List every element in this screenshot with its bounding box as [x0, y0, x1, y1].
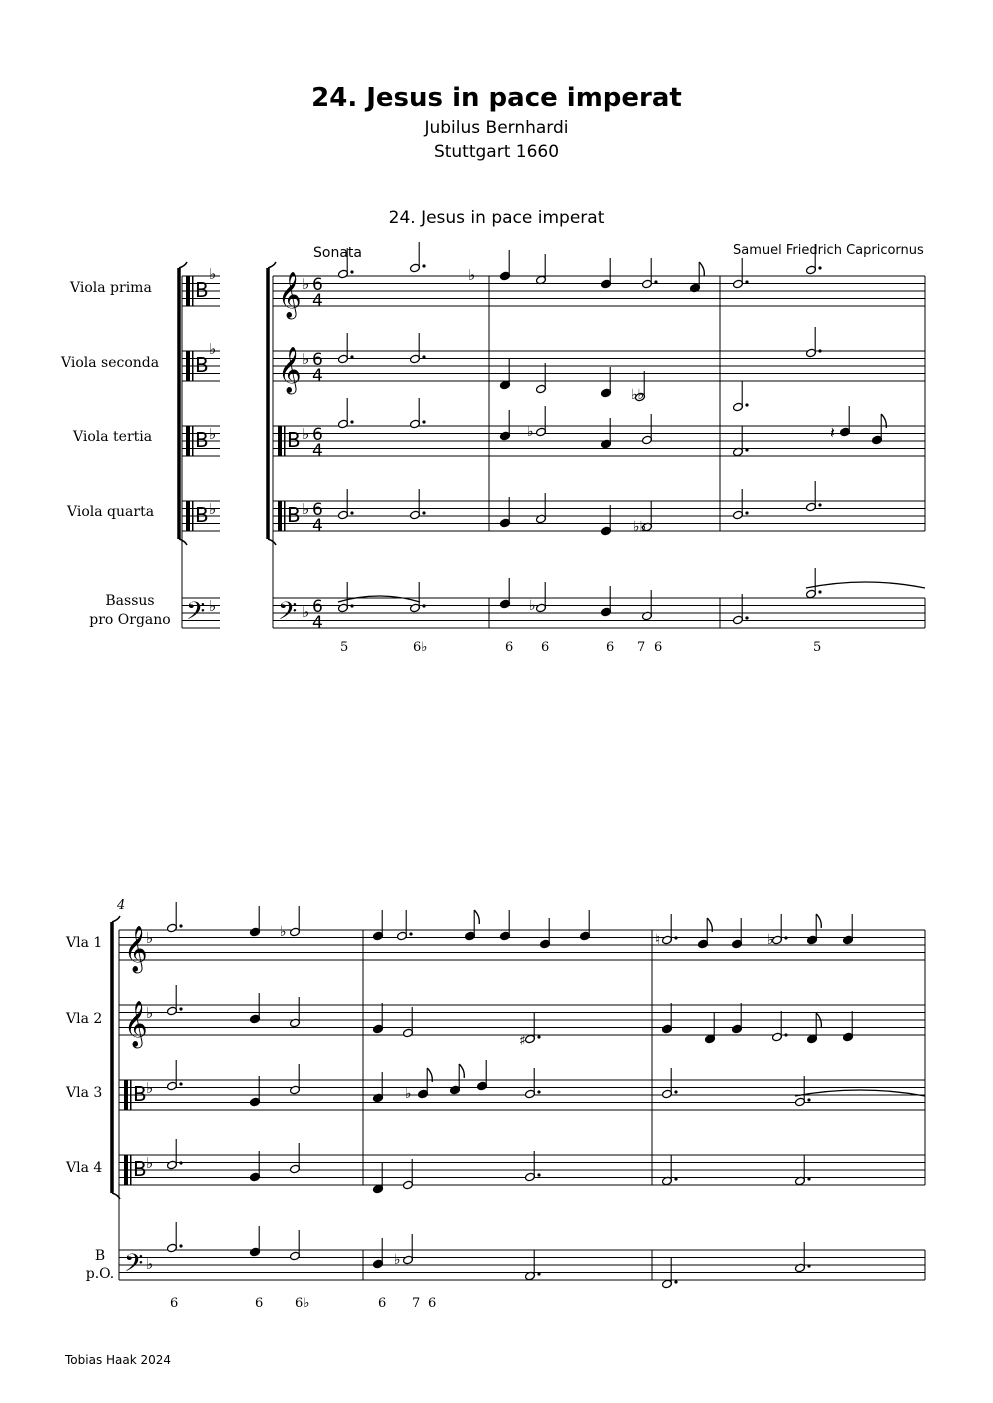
flat-icon: ♭ [527, 424, 534, 440]
alto-clef-icon: B [195, 353, 209, 377]
flat-icon: ♭ [146, 1079, 154, 1097]
flat-icon: ♭ [767, 932, 774, 948]
note-dot [537, 1173, 540, 1176]
treble-clef-icon: 𝄞 [278, 272, 302, 318]
note-dot [179, 1244, 182, 1247]
note-dot [745, 448, 748, 451]
tempo-marking: Sonata [313, 245, 362, 261]
time-signature: 4 [312, 516, 323, 536]
subtitle-source: Jubilus Bernhardi [424, 118, 569, 138]
note-dot [807, 1264, 810, 1267]
time-signature: 4 [312, 291, 323, 311]
note-dot [350, 355, 353, 358]
note-dot [422, 604, 425, 607]
bracket [268, 539, 276, 545]
flat-icon: ♭ [302, 275, 310, 293]
piece-title: 24. Jesus in pace imperat [388, 208, 605, 228]
note-dot [179, 1161, 182, 1164]
tie [338, 596, 420, 602]
alto-clef-icon [124, 1155, 128, 1185]
note-dot [654, 280, 657, 283]
note-dot [179, 1082, 182, 1085]
alto-clef-icon [192, 351, 194, 381]
flat-icon: ♭ [468, 266, 476, 284]
figure-bass: 6 [541, 640, 550, 655]
figure-bass: 6 [378, 1296, 387, 1311]
alto-clef-icon: B [133, 1082, 147, 1106]
alto-clef-icon [130, 1080, 132, 1110]
alto-clef-icon: B [287, 503, 301, 527]
measure-number: 4 [117, 898, 126, 913]
flat-icon: ♭ [302, 350, 310, 368]
rest-icon: 𝄽 [830, 423, 835, 442]
alto-clef-icon [186, 426, 190, 456]
time-signature: 4 [312, 613, 323, 633]
alto-clef-icon [124, 1080, 128, 1110]
figure-bass: 5 [340, 640, 349, 655]
alto-clef-icon: B [195, 428, 209, 452]
figure-bass: 7 [637, 640, 646, 655]
note-dot [807, 1098, 810, 1101]
figure-bass: 6 [170, 1296, 179, 1311]
flat-icon: ♭ [302, 425, 310, 443]
note-dot [537, 1035, 540, 1038]
instrument-b: B [94, 1248, 106, 1264]
figure-bass: 6♭ [413, 640, 428, 655]
flat-icon: ♭ [146, 929, 154, 947]
time-signature: 4 [312, 366, 323, 386]
flat-icon: ♭ [280, 924, 287, 940]
treble-clef-icon: 𝄞 [124, 926, 148, 972]
instrument-vla-1: Vla 1 [66, 935, 103, 951]
instrument-vla-4: Vla 4 [66, 1160, 103, 1176]
figure-bass: 5 [813, 640, 822, 655]
flat-icon: ♭ [394, 1252, 401, 1268]
instrument-viola-quarta: Viola quarta [67, 504, 155, 520]
time-signature: 6 [312, 500, 323, 520]
flat-icon: ♭ [405, 1086, 412, 1102]
instrument-viola-tertia: Viola tertia [73, 429, 153, 445]
note-dot [422, 511, 425, 514]
flat-icon: ♭ [209, 425, 217, 443]
note-dot [179, 924, 182, 927]
bracket [112, 916, 120, 922]
note-dot [745, 403, 748, 406]
treble-clef-icon: 𝄞 [124, 1001, 148, 1047]
alto-clef-icon [186, 501, 190, 531]
instrument-bassus: Bassus [105, 593, 155, 609]
note-dot [179, 1007, 182, 1010]
instrument-vla-2: Vla 2 [66, 1011, 103, 1027]
figure-bass: 6♭ [295, 1296, 310, 1311]
bass-clef-icon: 𝄢 [278, 597, 298, 632]
time-signature: 6 [312, 350, 323, 370]
alto-clef-icon: B [287, 428, 301, 452]
instrument-p-o: p.O. [85, 1266, 115, 1282]
figure-bass: 6 [255, 1296, 264, 1311]
alto-clef-icon [192, 426, 194, 456]
flat-icon: ♭ [209, 265, 217, 283]
time-signature: 4 [312, 441, 323, 461]
flat-icon: ♭ [146, 1255, 154, 1273]
note-dot [537, 1090, 540, 1093]
tie [806, 582, 925, 588]
note-dot [818, 503, 821, 506]
note-dot [784, 1033, 787, 1036]
footer-credit: Tobias Haak 2024 [65, 1353, 172, 1367]
note-dot [674, 1090, 677, 1093]
note-flag [474, 910, 479, 924]
bass-clef-icon: 𝄢 [124, 1249, 144, 1284]
alto-clef-icon: B [195, 278, 209, 302]
flat-icon: ♭ [302, 500, 310, 518]
note-dot [818, 590, 821, 593]
time-signature: 6 [312, 425, 323, 445]
note-dot [350, 270, 353, 273]
note-dot [784, 936, 787, 939]
alto-clef-icon [278, 501, 282, 531]
time-signature: 6 [312, 275, 323, 295]
note-dot [350, 511, 353, 514]
figure-bass: 7 [412, 1296, 421, 1311]
note-dot [537, 1272, 540, 1275]
alto-clef-icon [130, 1155, 132, 1185]
note-flag [459, 1064, 464, 1078]
note-dot [745, 616, 748, 619]
flat-icon: ♭ [209, 500, 217, 518]
alto-clef-icon [192, 276, 194, 306]
page-title: 24. Jesus in pace imperat [311, 83, 682, 113]
instrument-pro-organo: pro Organo [89, 612, 171, 628]
note-dot [350, 420, 353, 423]
note-dot [674, 936, 677, 939]
flat-icon: ♭ [146, 1004, 154, 1022]
alto-clef-icon [284, 426, 286, 456]
alto-clef-icon [192, 501, 194, 531]
instrument-viola-prima: Viola prima [70, 280, 152, 296]
flat-icon: ♭ [209, 597, 217, 615]
note-dot [422, 420, 425, 423]
note-flag [699, 262, 704, 276]
alto-clef-icon: B [195, 503, 209, 527]
flat-icon: ♭♭ [633, 519, 647, 535]
bracket [179, 539, 187, 545]
natural-icon: ♮ [655, 932, 661, 948]
note-dot [745, 511, 748, 514]
subtitle-place-year: Stuttgart 1660 [433, 142, 560, 162]
note-dot [818, 266, 821, 269]
instrument-vla-3: Vla 3 [66, 1085, 103, 1101]
treble-clef-icon: 𝄞 [278, 347, 302, 393]
note-dot [674, 1177, 677, 1180]
bracket [268, 262, 276, 268]
alto-clef-icon [186, 276, 190, 306]
sharp-icon: ♯ [519, 1033, 526, 1049]
flat-icon: ♭ [209, 340, 217, 358]
composer-name: Samuel Friedrich Capricornus [733, 243, 924, 258]
note-dot [409, 932, 412, 935]
note-dot [745, 280, 748, 283]
flat-icon: ♭ [146, 1154, 154, 1172]
note-dot [422, 264, 425, 267]
bass-clef-icon: 𝄢 [186, 597, 206, 632]
note-dot [422, 355, 425, 358]
figure-bass: 6 [606, 640, 615, 655]
time-signature: 6 [312, 597, 323, 617]
note-dot [807, 1177, 810, 1180]
note-dot [818, 349, 821, 352]
figure-bass: 6 [428, 1296, 437, 1311]
figure-bass: 6 [505, 640, 514, 655]
bracket [179, 262, 187, 268]
note-flag [816, 914, 821, 928]
alto-clef-icon [284, 501, 286, 531]
flat-icon: ♭ [302, 603, 310, 621]
flat-icon: ♭ [529, 598, 536, 614]
flat-icon: ♭♭ [631, 387, 645, 403]
alto-clef-icon: B [133, 1157, 147, 1181]
alto-clef-icon [186, 351, 190, 381]
alto-clef-icon [278, 426, 282, 456]
note-dot [350, 604, 353, 607]
note-dot [674, 1280, 677, 1283]
figure-bass: 6 [654, 640, 663, 655]
instrument-viola-seconda: Viola seconda [61, 355, 160, 371]
